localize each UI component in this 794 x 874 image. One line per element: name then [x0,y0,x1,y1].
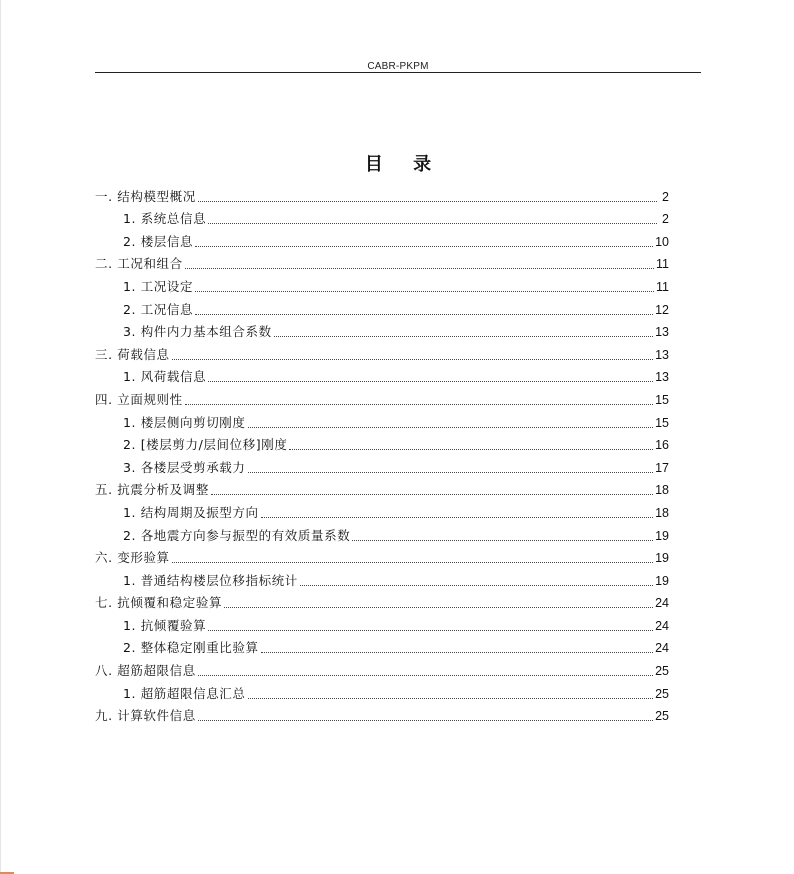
toc-leader-dots [352,540,653,541]
toc-leader-dots [248,472,654,473]
toc-leader-dots [198,675,653,676]
toc-page-number: 17 [655,460,669,475]
toc-title: 目 录 [364,154,444,175]
toc-leader-dots [274,336,653,337]
toc-leader-dots [208,630,653,631]
toc-entry[interactable] [95,476,669,499]
toc-entry-label: 五. 抗震分析及调整 [95,482,209,498]
toc-page-number: 18 [655,505,669,520]
toc-page-number: 13 [655,325,669,340]
toc-entry-label: 六. 变形验算 [95,550,170,566]
toc-subentry[interactable] [95,295,669,318]
toc-leader-dots [195,314,653,315]
table-of-contents [95,182,669,724]
toc-entry-label: 1. 超筋超限信息汇总 [123,685,246,701]
toc-page-number: 2 [662,212,669,227]
toc-page-number: 24 [655,618,669,633]
toc-page-number: 11 [656,257,669,272]
toc-leader-dots [198,720,653,721]
toc-entry-label: 2. 楼层信息 [123,233,194,249]
toc-entry[interactable] [95,702,669,725]
toc-page-number: 15 [655,415,669,430]
toc-entry-label: 七. 抗倾覆和稳定验算 [95,595,223,611]
toc-page-number: 12 [655,302,669,317]
toc-page-number: 24 [655,641,669,656]
toc-leader-dots [195,291,654,292]
page-left-border [0,0,1,874]
toc-entry-label: 2. 工况信息 [123,301,194,317]
toc-entry[interactable] [95,340,669,363]
toc-leader-dots [248,427,654,428]
header-text: CABR-PKPM [367,61,429,72]
toc-subentry[interactable] [95,611,669,634]
toc-page-number: 2 [662,189,669,204]
toc-leader-dots [185,404,653,405]
toc-entry-label: 1. 楼层侧向剪切刚度 [123,414,246,430]
toc-entry-label: 1. 结构周期及振型方向 [123,504,259,520]
toc-leader-dots [185,268,654,269]
toc-page-number: 15 [655,392,669,407]
toc-leader-dots [198,201,657,202]
toc-leader-dots [300,585,653,586]
toc-page-number: 11 [656,279,669,294]
toc-page-number: 24 [655,596,669,611]
toc-entry-label: 2. [楼层剪力/层间位移]刚度 [123,437,288,453]
toc-page-number: 10 [655,234,669,249]
toc-subentry[interactable] [95,521,669,544]
toc-entry-label: 1. 抗倾覆验算 [123,617,207,633]
toc-entry-label: 3. 各楼层受剪承载力 [123,459,246,475]
toc-entry-label: 1. 普通结构楼层位移指标统计 [123,572,298,588]
toc-leader-dots [224,607,653,608]
toc-subentry[interactable] [95,205,669,228]
toc-entry-label: 三. 荷载信息 [95,346,170,362]
toc-entry[interactable] [95,656,669,679]
toc-subentry[interactable] [95,566,669,589]
toc-entry[interactable] [95,385,669,408]
toc-page-number: 25 [655,709,669,724]
toc-page-number: 13 [655,347,669,362]
toc-subentry[interactable] [95,453,669,476]
toc-page-number: 19 [655,551,669,566]
toc-subentry[interactable] [95,363,669,386]
toc-subentry[interactable] [95,634,669,657]
toc-leader-dots [172,359,653,360]
toc-page-number: 18 [655,483,669,498]
toc-page-number: 25 [655,686,669,701]
toc-leader-dots [289,449,653,450]
toc-leader-dots [208,381,653,382]
toc-leader-dots [195,246,653,247]
toc-entry-label: 2. 整体稳定刚重比验算 [123,640,259,656]
toc-subentry[interactable] [95,679,669,702]
toc-entry-label: 1. 系统总信息 [123,211,207,227]
toc-entry-label: 3. 构件内力基本组合系数 [123,324,272,340]
toc-leader-dots [261,652,653,653]
toc-subentry[interactable] [95,227,669,250]
toc-page-number: 19 [655,573,669,588]
toc-leader-dots [261,517,653,518]
toc-entry-label: 二. 工况和组合 [95,256,183,272]
toc-page-number: 19 [655,528,669,543]
toc-page-number: 25 [655,664,669,679]
toc-leader-dots [172,562,653,563]
toc-subentry[interactable] [95,318,669,341]
toc-entry[interactable] [95,544,669,567]
toc-entry[interactable] [95,250,669,273]
page-header [95,54,701,73]
toc-entry-label: 一. 结构模型概况 [95,188,196,204]
toc-subentry[interactable] [95,408,669,431]
toc-entry[interactable] [95,182,669,205]
toc-entry-label: 四. 立面规则性 [95,391,183,407]
toc-leader-dots [211,494,653,495]
toc-subentry[interactable] [95,498,669,521]
toc-entry-label: 2. 各地震方向参与振型的有效质量系数 [123,527,351,543]
toc-entry-label: 九. 计算软件信息 [95,708,196,724]
toc-subentry[interactable] [95,272,669,295]
toc-leader-dots [208,223,657,224]
toc-page-number: 13 [655,370,669,385]
toc-entry-label: 1. 工况设定 [123,278,194,294]
toc-leader-dots [248,698,654,699]
toc-entry-label: 1. 风荷载信息 [123,369,207,385]
toc-subentry[interactable] [95,431,669,454]
toc-entry-label: 八. 超筋超限信息 [95,663,196,679]
toc-page-number: 16 [655,438,669,453]
toc-entry[interactable] [95,589,669,612]
